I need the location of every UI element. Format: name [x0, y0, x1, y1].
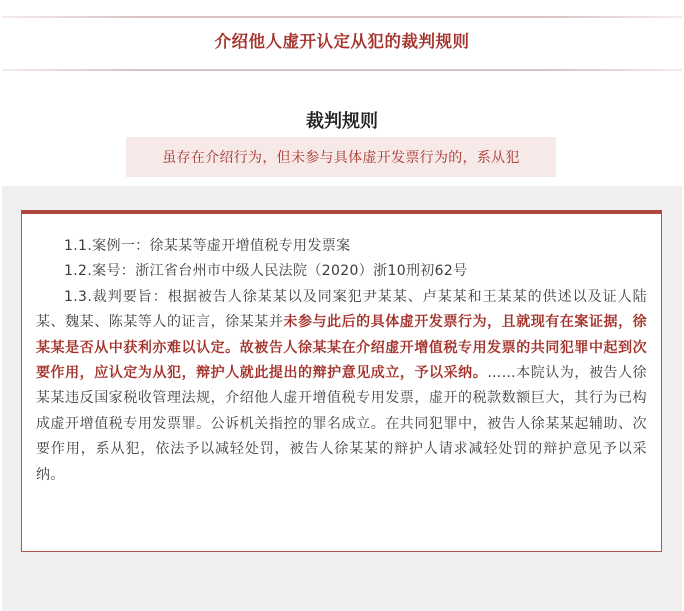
header-top-divider	[2, 16, 682, 18]
case-gist-intro: 1.3.裁判要旨：根据被告人徐某某以及同案犯尹某某、卢某某和王某某的供述以及证人陆某、魏某、陈某等人的证言，徐某某并	[36, 288, 647, 331]
section-heading: 裁判规则	[306, 111, 378, 132]
case-example-line: 1.1.案例一：徐某某等虚开增值税专用发票案	[64, 238, 351, 254]
case-gist-rest: ……本院认为，被告人徐某某违反国家税收管理法规，介绍他人虚开增值税专用发票，虚开的税款数额巨大，其行为已构成虚开增值税专用发票罪。公诉机关指控的罪名成立。在共同犯罪中，被告人徐某某起辅助、次要作用，系从犯，依法予以减轻处罚，被告人徐某某的辩护人请求减轻处罚的辩护意见予以采纳。	[36, 365, 647, 483]
case-gist-highlight: 未参与此后的具体虚开发票行为，且就现有在案证据，徐某某是否从中获利亦难以认定。故被告人徐某某在介绍虚开增值税专用发票的共同犯罪中起到次要作用，应认定为从犯，辩护人就此提出的辩护意见成立，予以采纳。	[36, 314, 647, 382]
case-number-line: 1.2.案号：浙江省台州市中级人民法院（2020）浙10刑初62号	[64, 263, 468, 280]
rule-summary-text: 虽存在介绍行为，但未参与具体虚开发票行为的，系从犯	[162, 150, 520, 166]
rule-summary-band	[126, 137, 556, 177]
case-card	[21, 210, 662, 552]
case-card-body	[36, 234, 647, 488]
case-gist-paragraph	[36, 285, 647, 488]
article-header	[0, 0, 684, 72]
header-bottom-divider	[2, 69, 682, 71]
article-title: 介绍他人虚开认定从犯的裁判规则	[214, 32, 470, 51]
